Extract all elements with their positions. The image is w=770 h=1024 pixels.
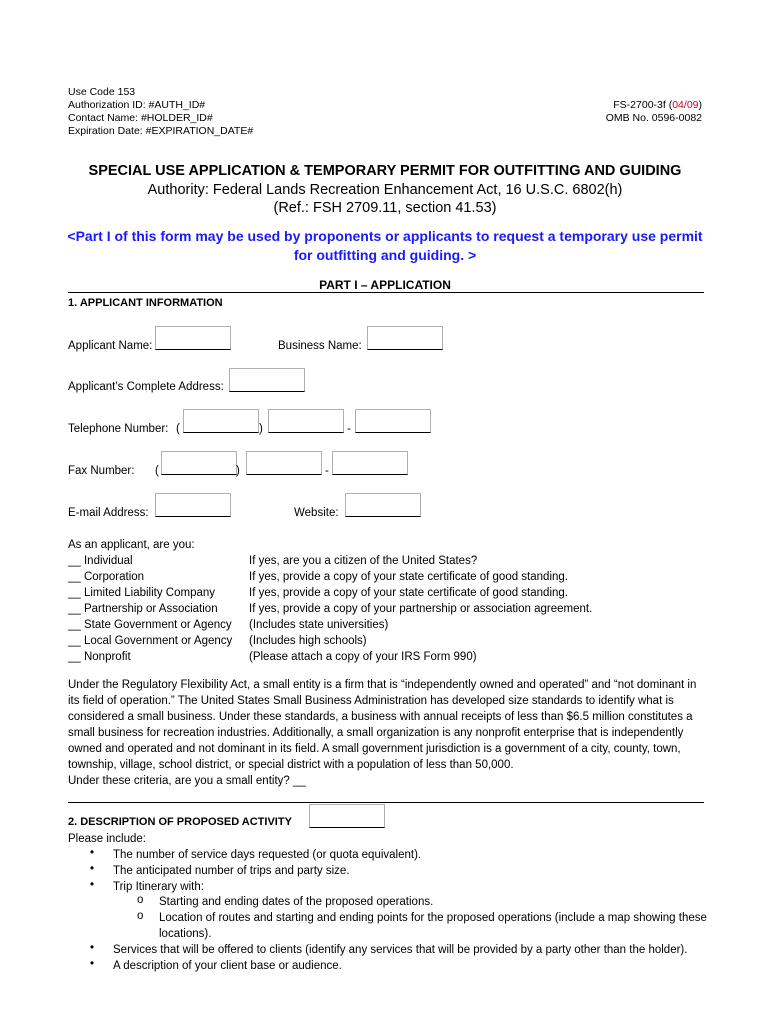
fax-close-paren: ) xyxy=(236,465,240,477)
expiration-date: Expiration Date: #EXPIRATION_DATE# xyxy=(68,125,254,137)
applicant-type-note: (Includes high schools) xyxy=(249,635,367,647)
list-item: The anticipated number of trips and party size. xyxy=(113,865,350,877)
applicant-name-label: Applicant Name: xyxy=(68,340,153,352)
authorization-id: Authorization ID: #AUTH_ID# xyxy=(68,99,206,111)
applicant-type-note: (Please attach a copy of your IRS Form 990) xyxy=(249,651,477,663)
reference-line: (Ref.: FSH 2709.11, section 41.53) xyxy=(273,200,497,216)
section-divider xyxy=(68,802,704,803)
telephone-open-paren: ( xyxy=(176,423,180,435)
header-right-block xyxy=(606,99,702,125)
business-name-field[interactable] xyxy=(367,326,443,350)
applicant-type-note: If yes, are you a citizen of the United States? xyxy=(249,555,478,567)
telephone-line-field[interactable] xyxy=(355,409,431,433)
small-entity-question[interactable]: Under these criteria, are you a small entity? __ xyxy=(68,775,306,787)
applicant-type-local-gov[interactable]: __ Local Government or Agency xyxy=(68,635,233,647)
website-field[interactable] xyxy=(345,493,421,517)
applicant-type-note: If yes, provide a copy of your state certificate of good standing. xyxy=(249,587,568,599)
bullet-icon: • xyxy=(90,942,95,954)
list-item: Services that will be offered to clients (identify any services that will be provided by a party other than the holder). xyxy=(113,944,688,956)
applicant-type-llc[interactable]: __ Limited Liability Company xyxy=(68,587,216,599)
bullet-icon: • xyxy=(90,879,95,891)
fax-area-code-field[interactable] xyxy=(161,451,237,475)
activity-description-field[interactable] xyxy=(309,804,385,828)
sub-bullet-icon: o xyxy=(137,910,144,922)
address-field[interactable] xyxy=(229,368,305,392)
applicant-type-individual[interactable]: __ Individual xyxy=(68,555,133,567)
please-include-label: Please include: xyxy=(68,833,146,845)
section1-heading: 1. APPLICANT INFORMATION xyxy=(68,297,223,309)
fax-open-paren: ( xyxy=(155,465,159,477)
applicant-type-note: If yes, provide a copy of your state certificate of good standing. xyxy=(249,571,568,583)
authority-line: Authority: Federal Lands Recreation Enhancement Act, 16 U.S.C. 6802(h) xyxy=(147,182,623,198)
sub-bullet-icon: o xyxy=(137,894,144,906)
bullet-icon: • xyxy=(90,847,95,859)
section-divider xyxy=(68,292,704,293)
applicant-type-note: If yes, provide a copy of your partnership or association agreement. xyxy=(249,603,593,615)
fax-prefix-field[interactable] xyxy=(246,451,322,475)
website-label: Website: xyxy=(294,507,339,519)
list-item: A description of your client base or audience. xyxy=(113,960,342,972)
applicant-type-note: (Includes state universities) xyxy=(249,619,389,631)
applicant-name-field[interactable] xyxy=(155,326,231,350)
telephone-close-paren: ) xyxy=(259,423,263,435)
part-heading: PART I – APPLICATION xyxy=(319,278,451,292)
address-label: Applicant’s Complete Address: xyxy=(68,381,224,393)
sub-list-item: Starting and ending dates of the proposed operations. xyxy=(159,896,434,908)
email-field[interactable] xyxy=(155,493,231,517)
fax-label: Fax Number: xyxy=(68,465,135,477)
telephone-area-code-field[interactable] xyxy=(183,409,259,433)
fax-dash: - xyxy=(325,465,329,477)
email-label: E-mail Address: xyxy=(68,507,149,519)
section2-heading: 2. DESCRIPTION OF PROPOSED ACTIVITY xyxy=(68,816,292,828)
bullet-icon: • xyxy=(90,958,95,970)
header-left-block xyxy=(68,86,253,138)
applicant-type-corporation[interactable]: __ Corporation xyxy=(68,571,145,583)
applicant-type-question: As an applicant, are you: xyxy=(68,539,195,551)
sub-list-item: Location of routes and starting and ending points for the proposed operations (include a map showing these xyxy=(159,912,707,924)
form-title: SPECIAL USE APPLICATION & TEMPORARY PERMIT FOR OUTFITTING AND GUIDING xyxy=(88,163,682,179)
sub-list-item-continued: locations). xyxy=(159,928,212,940)
fax-line-field[interactable] xyxy=(332,451,408,475)
form-number: FS-2700-3f (04/09) xyxy=(613,99,702,111)
telephone-prefix-field[interactable] xyxy=(268,409,344,433)
omb-number: OMB No. 0596-0082 xyxy=(605,112,702,124)
small-entity-paragraph: Under the Regulatory Flexibility Act, a small entity is a firm that is “independently owned and operated” and “not dominant in its field of operation.” The United States Small Business Administration has developed size standards to identify what is considered a small business. Under these standards, a business with annual receipts of less than $6.5 million constitutes a small business for recreation industries. Additionally, a small organization is any nonprofit enterprise that is independently owned and operated and not dominant in its field. A small government jurisdiction is a government of a city, county, town, township, village, school district, or special district with a population of less than 50,000. xyxy=(68,679,697,771)
bullet-icon: • xyxy=(90,863,95,875)
list-item: The number of service days requested (or quota equivalent). xyxy=(113,849,422,861)
telephone-dash: - xyxy=(347,423,351,435)
applicant-type-nonprofit[interactable]: __ Nonprofit xyxy=(68,651,131,663)
applicant-type-partnership[interactable]: __ Partnership or Association xyxy=(68,603,218,615)
use-code: Use Code 153 xyxy=(68,86,136,98)
contact-name: Contact Name: #HOLDER_ID# xyxy=(68,112,213,124)
part-note-line2: for outfitting and guiding. > xyxy=(293,247,477,263)
business-name-label: Business Name: xyxy=(278,340,362,352)
part-note-line1: <Part I of this form may be used by proponents or applicants to request a temporary use permit xyxy=(67,228,703,244)
applicant-type-state-gov[interactable]: __ State Government or Agency xyxy=(68,619,232,631)
telephone-label: Telephone Number: xyxy=(68,423,169,435)
form-date: 04/09 xyxy=(672,99,699,111)
list-item: Trip Itinerary with: xyxy=(113,881,204,893)
